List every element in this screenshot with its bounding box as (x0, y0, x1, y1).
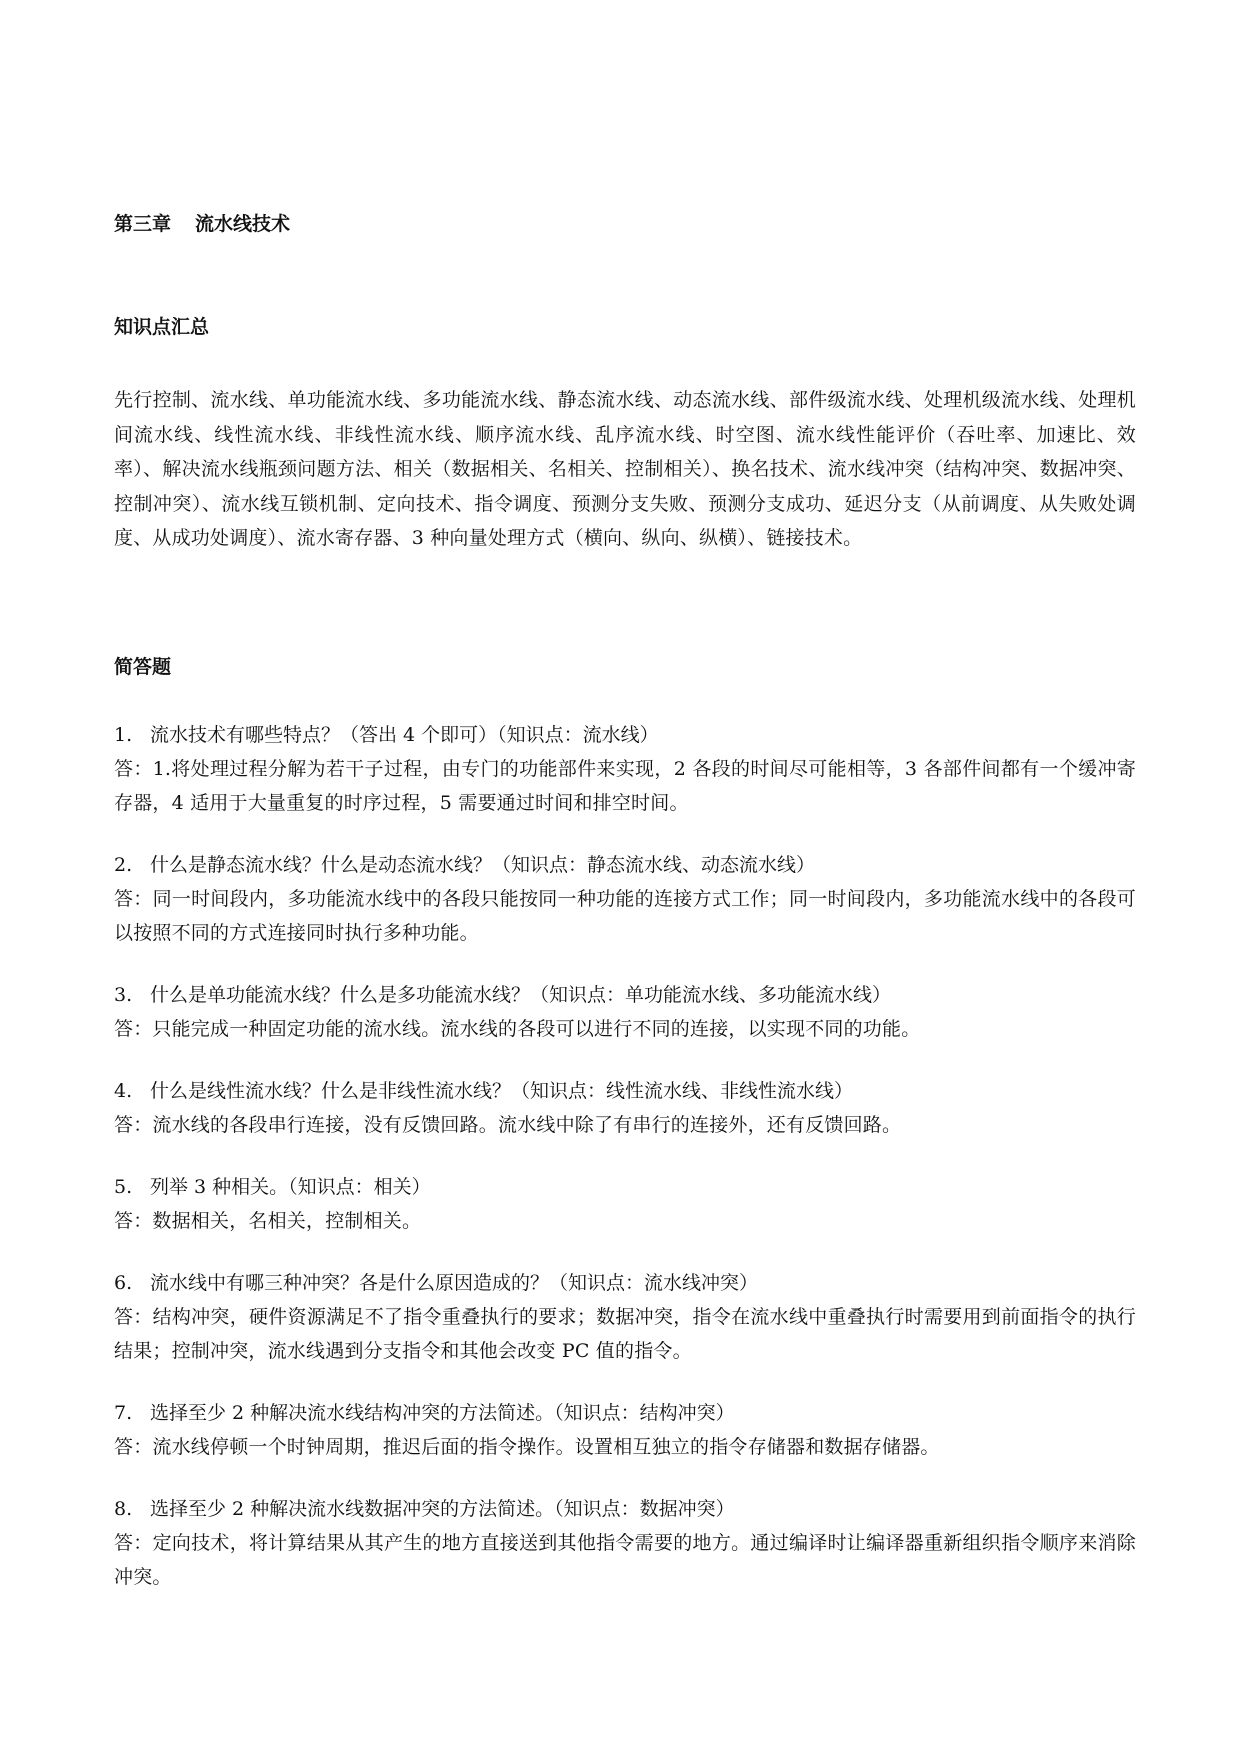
qa-item (114, 1074, 1136, 1142)
answer: 答：1.将处理过程分解为若干子过程，由专门的功能部件来实现，2 各段的时间尽可能相等，3 各部件间都有一个缓冲寄存器，4 适用于大量重复的时序过程，5 需要通过时间和排空时间。 (114, 758, 1136, 814)
question-number: 4. (114, 1080, 133, 1102)
answer: 答：只能完成一种固定功能的流水线。流水线的各段可以进行不同的连接，以实现不同的功能。 (114, 1018, 921, 1040)
question (114, 978, 1136, 1012)
knowledge-summary-text: 先行控制、流水线、单功能流水线、多功能流水线、静态流水线、动态流水线、部件级流水线、处理机级流水线、处理机间流水线、线性流水线、非线性流水线、顺序流水线、乱序流水线、时空图、流水线性能评价（吞吐率、加速比、效率）、解决流水线瓶颈问题方法、相关（数据相关、名相关、控制相关）、换名技术、流水线冲突（结构冲突、数据冲突、控制冲突）、流水线互锁机制、定向技术、指令调度、预测分支失败、预测分支成功、延迟分支（从前调度、从失败处调度、从成功处调度）、流水寄存器、3 种向量处理方式（横向、纵向、纵横）、链接技术。 (114, 389, 1136, 550)
chapter-title (114, 211, 290, 237)
question-text: 选择至少 2 种解决流水线结构冲突的方法简述。（知识点：结构冲突） (150, 1402, 735, 1424)
question-number: 2. (114, 854, 133, 876)
answer: 答：数据相关，名相关，控制相关。 (114, 1210, 422, 1232)
qa-item (114, 1170, 1136, 1238)
answer: 答：同一时间段内，多功能流水线中的各段只能按同一种功能的连接方式工作；同一时间段内，多功能流水线中的各段可以按照不同的方式连接同时执行多种功能。 (114, 888, 1136, 944)
answer: 答：结构冲突，硬件资源满足不了指令重叠执行的要求；数据冲突，指令在流水线中重叠执行时需要用到前面指令的执行结果；控制冲突，流水线遇到分支指令和其他会改变 PC 值的指令。 (114, 1306, 1136, 1362)
qa-list (114, 718, 1136, 1622)
question-number: 5. (114, 1176, 133, 1198)
question-text: 什么是线性流水线？什么是非线性流水线？（知识点：线性流水线、非线性流水线） (150, 1080, 854, 1102)
question (114, 1396, 1136, 1430)
question-number: 3. (114, 984, 133, 1006)
answer: 答：流水线的各段串行连接，没有反馈回路。流水线中除了有串行的连接外，还有反馈回路。 (114, 1114, 902, 1136)
answer: 答：定向技术，将计算结果从其产生的地方直接送到其他指令需要的地方。通过编译时让编译器重新组织指令顺序来消除冲突。 (114, 1532, 1136, 1588)
chapter-name: 流水线技术 (195, 213, 291, 235)
question-text: 流水技术有哪些特点？（答出 4 个即可）（知识点：流水线） (150, 724, 659, 746)
qa-item (114, 848, 1136, 950)
qa-item (114, 718, 1136, 820)
question-number: 1. (114, 724, 133, 746)
question-text: 选择至少 2 种解决流水线数据冲突的方法简述。（知识点：数据冲突） (150, 1498, 735, 1520)
qa-item (114, 1492, 1136, 1594)
qa-item (114, 1396, 1136, 1464)
question (114, 1492, 1136, 1526)
question-number: 7. (114, 1402, 133, 1424)
qa-item (114, 1266, 1136, 1368)
question-text: 什么是单功能流水线？什么是多功能流水线？（知识点：单功能流水线、多功能流水线） (150, 984, 892, 1006)
question-text: 列举 3 种相关。（知识点：相关） (150, 1176, 431, 1198)
question (114, 718, 1136, 752)
knowledge-summary-heading: 知识点汇总 (114, 316, 210, 338)
question-number: 6. (114, 1272, 133, 1294)
question (114, 848, 1136, 882)
question (114, 1074, 1136, 1108)
question (114, 1266, 1136, 1300)
qa-item (114, 978, 1136, 1046)
short-answer-heading: 简答题 (114, 656, 172, 678)
question-text: 流水线中有哪三种冲突？各是什么原因造成的？（知识点：流水线冲突） (150, 1272, 759, 1294)
question-text: 什么是静态流水线？什么是动态流水线？（知识点：静态流水线、动态流水线） (150, 854, 816, 876)
answer: 答：流水线停顿一个时钟周期，推迟后面的指令操作。设置相互独立的指令存储器和数据存储器。 (114, 1436, 940, 1458)
question (114, 1170, 1136, 1204)
chapter-number: 第三章 (114, 213, 172, 235)
question-number: 8. (114, 1498, 133, 1520)
